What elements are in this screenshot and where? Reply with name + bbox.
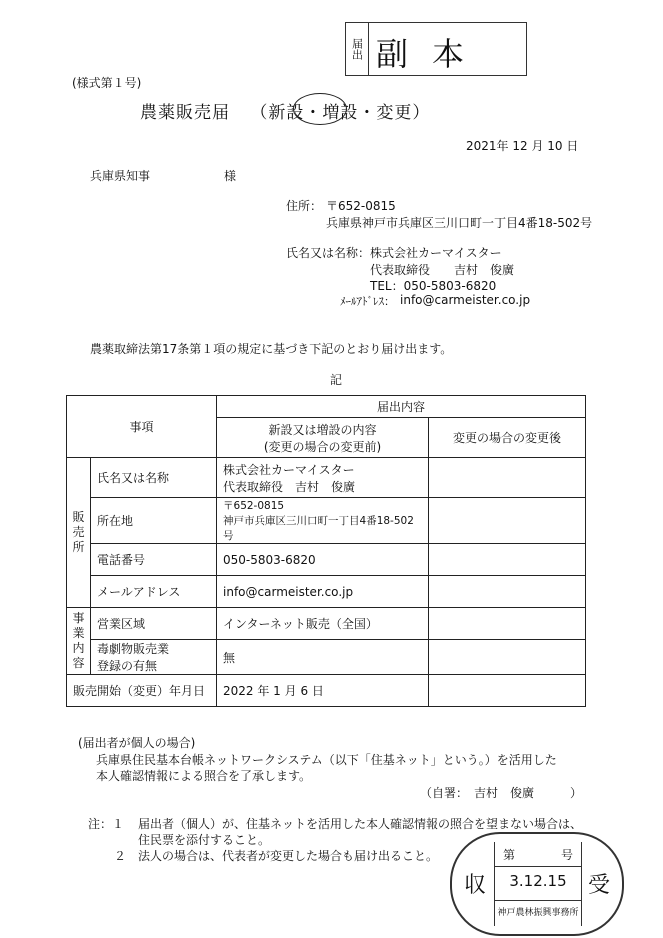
note1-line2: 住民票を添付すること。 — [138, 833, 271, 847]
form-number: (様式第１号) — [72, 76, 142, 90]
row-name-representative: 代表取締役 吉村 俊廣 — [223, 479, 356, 494]
applicant-address: 兵庫県神戸市兵庫区三川口町一丁目4番18-502号 — [326, 216, 593, 230]
header-content: 届出内容 — [217, 396, 586, 418]
row-area-change — [429, 608, 586, 640]
row-poison-label2: 登録の有無 — [97, 659, 158, 673]
reception-stamp-left: 収 — [464, 873, 487, 898]
header-item: 事項 — [67, 396, 217, 458]
row-email-change — [429, 576, 586, 608]
header-new — [217, 418, 429, 458]
row-poison-label — [91, 640, 217, 675]
row-phone-label: 電話番号 — [91, 544, 217, 576]
category-business-label: 事業内容 — [72, 611, 85, 670]
header-change: 変更の場合の変更後 — [429, 418, 586, 458]
reception-stamp-office: 神戸農林振興事務所 — [495, 900, 581, 925]
row-area-value: インターネット販売（全国） — [217, 608, 429, 640]
category-store — [67, 458, 91, 608]
note2-text: 法人の場合は、代表者が変更した場合も届け出ること。 — [138, 849, 439, 863]
row-name-label: 氏名又は名称 — [91, 458, 217, 498]
row-location-change — [429, 498, 586, 544]
applicant-tel: TEL：050-5803-6820 — [370, 279, 497, 293]
reception-stamp-number-row — [495, 842, 581, 867]
applicant-email: info@carmeister.co.jp — [400, 293, 531, 307]
title-main: 農薬販売届 — [140, 103, 230, 123]
row-poison-label1: 毒劇物販売業 — [97, 642, 170, 656]
reception-stamp-inner — [494, 842, 582, 926]
duplicate-stamp — [345, 22, 527, 76]
row-location-address: 神戸市兵庫区三川口町一丁目4番18-502号 — [223, 515, 414, 542]
applicant-postal: 〒652-0815 — [326, 199, 396, 213]
category-business — [67, 608, 91, 675]
note1-line1: 届出者（個人）が、住基ネットを活用した本人確認情報の照合を望まない場合は、 — [138, 817, 583, 831]
applicant-company: 株式会社カーマイスター — [370, 246, 502, 260]
note-label: 注：１ — [88, 817, 125, 831]
header-new-sub: (変更の場合の変更前) — [263, 439, 382, 454]
individual-line2: 本人確認情報による照合を了承します。 — [96, 769, 312, 783]
note2-number: ２ — [114, 849, 127, 863]
title-options: （新設・増設・変更） — [250, 103, 431, 123]
email-label: ﾒｰﾙｱﾄﾞﾚｽ： — [340, 295, 395, 308]
individual-heading: (届出者が個人の場合) — [78, 736, 196, 750]
row-name-value — [217, 458, 429, 498]
row-area-label: 営業区域 — [91, 608, 217, 640]
stamp-side-label: 届出 — [346, 23, 369, 75]
addressee-honorific: 様 — [224, 169, 237, 183]
document-title — [140, 98, 430, 123]
addressee-name: 兵庫県知事 — [90, 169, 151, 183]
row-location-value — [217, 498, 429, 544]
submission-date: 2021年 12 月 10 日 — [466, 139, 579, 153]
ki-label: 記 — [330, 373, 343, 387]
individual-signature: （自署： 吉村 俊廣 ） — [420, 786, 583, 800]
address-label: 住所： — [286, 199, 323, 213]
selection-circle — [293, 93, 347, 125]
row-name-company: 株式会社カーマイスター — [223, 462, 355, 477]
notification-table — [66, 395, 586, 707]
row-start-label: 販売開始（変更）年月日 — [67, 675, 217, 707]
reception-stamp-dai: 第 — [503, 848, 516, 862]
reception-stamp — [450, 832, 624, 936]
row-poison-change — [429, 640, 586, 675]
reception-stamp-date: 3.12.15 — [509, 872, 567, 890]
row-email-label: メールアドレス — [91, 576, 217, 608]
applicant-representative: 代表取締役 吉村 俊廣 — [370, 263, 515, 277]
row-location-postal: 〒652-0815 — [223, 500, 285, 512]
intro-text: 農薬取締法第17条第１項の規定に基づき下記のとおり届け出ます。 — [90, 342, 453, 356]
row-name-change — [429, 458, 586, 498]
row-phone-change — [429, 544, 586, 576]
reception-stamp-go: 号 — [560, 848, 573, 862]
row-start-change — [429, 675, 586, 707]
name-label: 氏名又は名称： — [286, 246, 371, 260]
row-poison-value: 無 — [217, 640, 429, 675]
individual-line1: 兵庫県住民基本台帳ネットワークシステム（以下「住基ネット」という。）を活用した — [96, 753, 557, 767]
category-store-label: 販売所 — [72, 510, 85, 554]
row-start-value: 2022 年 1 月 6 日 — [217, 675, 429, 707]
stamp-main-label: 副本 — [376, 35, 489, 73]
row-phone-value: 050-5803-6820 — [217, 544, 429, 576]
header-new-main: 新設又は増設の内容 — [268, 422, 377, 437]
row-location-label: 所在地 — [91, 498, 217, 544]
reception-stamp-right: 受 — [587, 873, 610, 898]
row-email-value: info@carmeister.co.jp — [217, 576, 429, 608]
